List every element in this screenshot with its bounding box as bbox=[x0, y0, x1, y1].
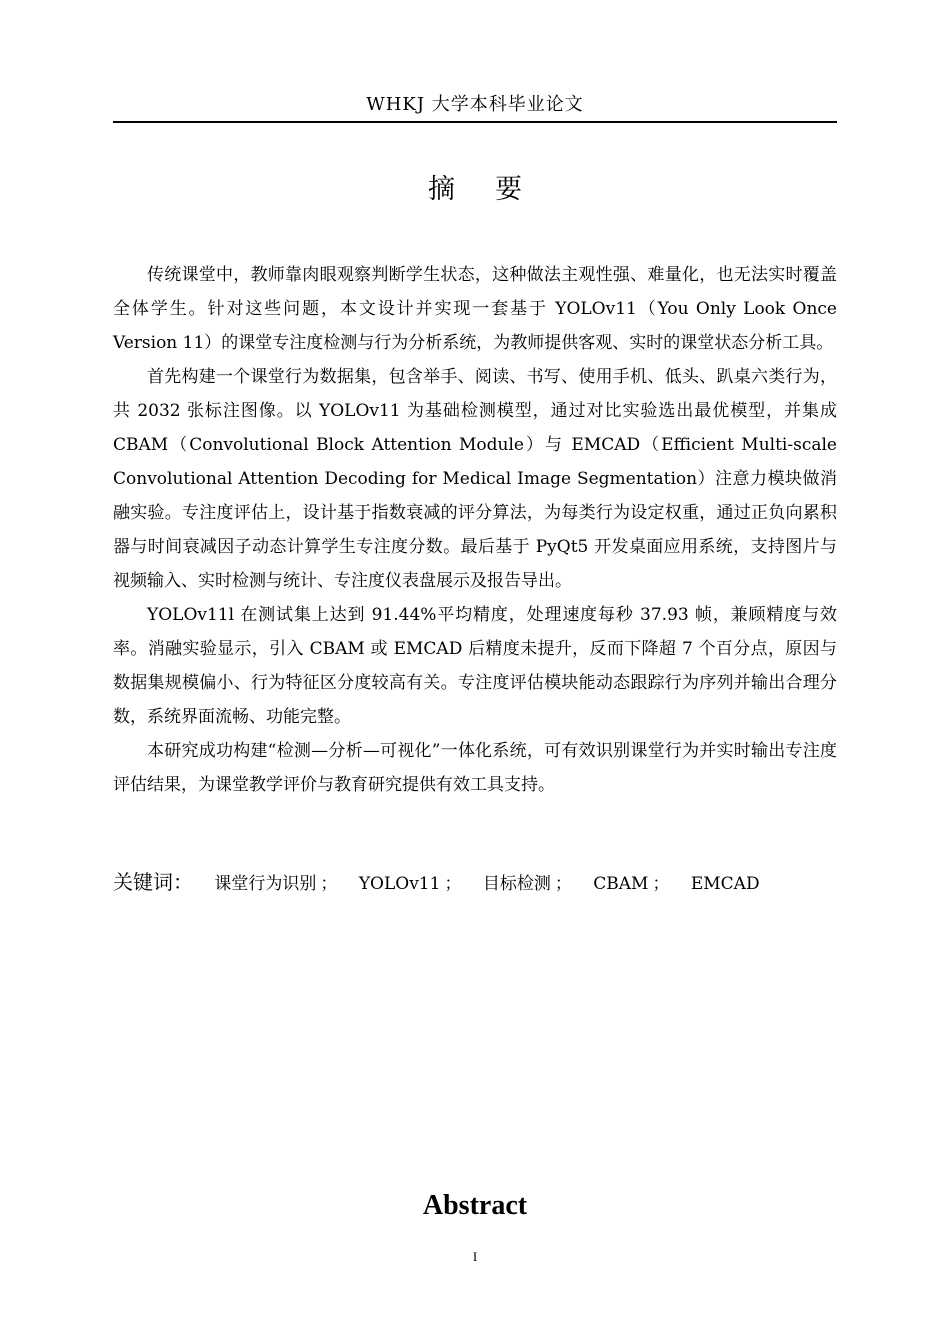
abstract-cn-title: 摘要 bbox=[428, 174, 562, 205]
keyword-item: 目标检测 bbox=[482, 874, 551, 894]
keyword-item: CBAM bbox=[593, 874, 649, 894]
abstract-cn-body bbox=[113, 258, 837, 802]
keyword-item: 课堂行为识别 bbox=[214, 874, 317, 894]
keyword-separator: ； bbox=[652, 874, 670, 894]
keyword-separator: ； bbox=[444, 874, 462, 894]
header-rule bbox=[113, 121, 837, 123]
keyword-separator: ； bbox=[554, 874, 572, 894]
abstract-paragraph: 本研究成功构建“检测—分析—可视化”一体化系统，可有效识别课堂行为并实时输出专注度评估结果，为课堂教学评价与教育研究提供有效工具支持。 bbox=[113, 741, 837, 795]
keywords-line bbox=[113, 866, 837, 900]
keyword-item: YOLOv11 bbox=[358, 874, 441, 894]
keyword-separator: ； bbox=[320, 874, 338, 894]
abstract-paragraph: YOLOv11l 在测试集上达到 91.44%平均精度，处理速度每秒 37.93 帧，兼顾精度与效率。消融实验显示，引入 CBAM 或 EMCAD 后精度未提升，反而下降超 7 个百分点，原因与数据集规模偏小、行为特征区分度较高有关。专注度评估模块能动态跟踪行为序列并输出合理分数，系统界面流畅、功能完整。 bbox=[113, 605, 837, 727]
keyword-item: EMCAD bbox=[690, 874, 760, 894]
page-number: I bbox=[472, 1249, 478, 1264]
abstract-paragraph: 传统课堂中，教师靠肉眼观察判断学生状态，这种做法主观性强、难量化，也无法实时覆盖全体学生。针对这些问题，本文设计并实现一套基于 YOLOv11（You Only Look Once Version 11）的课堂专注度检测与行为分析系统，为教师提供客观、实时的课堂状态分析工具。 bbox=[113, 265, 837, 353]
running-header: WHKJ 大学本科毕业论文 bbox=[366, 94, 584, 115]
keywords-label: 关键词： bbox=[113, 870, 193, 894]
abstract-en-title: Abstract bbox=[422, 1190, 528, 1221]
abstract-paragraph: 首先构建一个课堂行为数据集，包含举手、阅读、书写、使用手机、低头、趴桌六类行为，共 2032 张标注图像。以 YOLOv11 为基础检测模型，通过对比实验选出最优模型，并集成 CBAM（Convolutional Block Attention Module）与 EMCAD（Efficient Multi-scale Convolutional Attention Decoding for Medical Image Segmentation）注意力模块做消融实验。专注度评估上，设计基于指数衰减的评分算法，为每类行为设定权重，通过正负向累积器与时间衰减因子动态计算学生专注度分数。最后基于 PyQt5 开发桌面应用系统，支持图片与视频输入、实时检测与统计、专注度仪表盘展示及报告导出。 bbox=[113, 367, 837, 591]
